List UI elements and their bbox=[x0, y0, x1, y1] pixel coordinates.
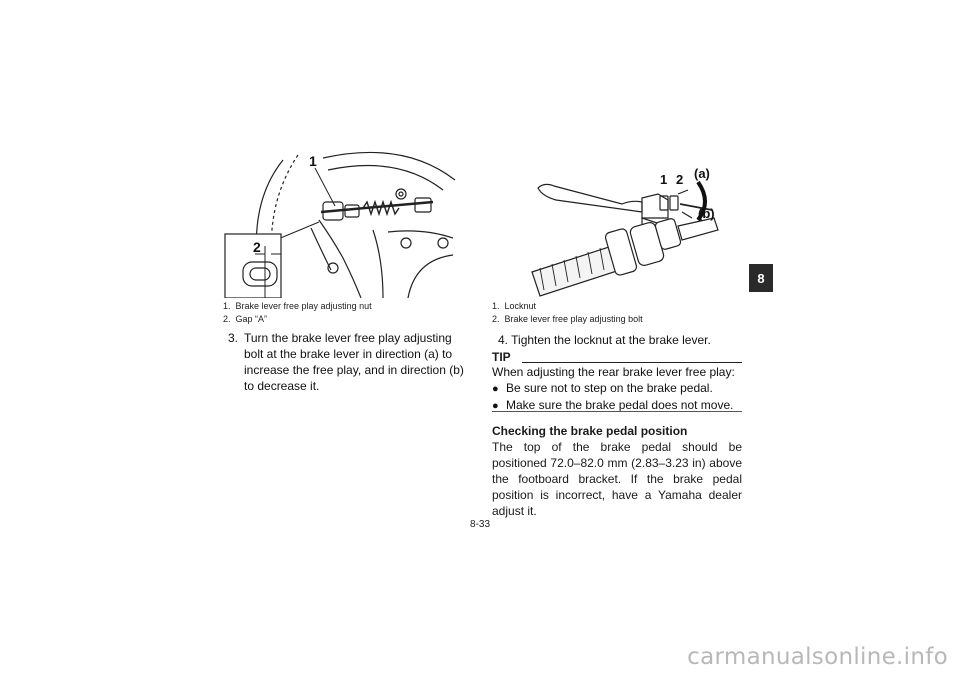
direction-a-label: (a) bbox=[694, 166, 710, 181]
lever-body bbox=[538, 184, 642, 212]
tip-bullet: ● Be sure not to step on the brake pedal. bbox=[492, 381, 713, 395]
callout-2-label: 2 bbox=[253, 239, 261, 255]
tip-end-rule bbox=[492, 411, 742, 412]
callout-2-label: 2 bbox=[676, 172, 684, 187]
brake-lever-illustration bbox=[492, 160, 739, 298]
section-title: Checking the brake pedal position bbox=[492, 424, 688, 438]
tip-label: TIP bbox=[492, 350, 511, 364]
step-4 bbox=[498, 332, 744, 348]
step-text: Tighten the locknut at the brake lever. bbox=[511, 333, 711, 347]
brake-adjusting-nut-illustration bbox=[223, 150, 469, 298]
page-number: 8-33 bbox=[469, 519, 490, 530]
section-paragraph: The top of the brake pedal should be positioned 72.0–82.0 mm (2.83–3.23 in) above the footboard bracket. If the brake pedal position is incorrect, have a Yamaha dealer adjust it. bbox=[492, 440, 742, 518]
tip-header bbox=[492, 350, 742, 364]
tip-body bbox=[492, 364, 744, 414]
caption-item: 2. Gap “A” bbox=[223, 314, 268, 324]
direction-b-label: (b) bbox=[698, 206, 715, 221]
tip-rule bbox=[522, 362, 742, 363]
bullet-dot-icon: ● bbox=[492, 400, 499, 412]
step-number: 3. bbox=[228, 331, 239, 345]
caption-item: 1. Brake lever free play adjusting nut bbox=[223, 301, 372, 311]
callout-1-label: 1 bbox=[309, 153, 317, 169]
tip-bullet: ● Make sure the brake pedal does not move. bbox=[492, 398, 734, 412]
chapter-tab: 8 bbox=[749, 264, 773, 292]
step-number: 4. bbox=[498, 333, 509, 347]
step-3 bbox=[228, 330, 474, 394]
step-text: Turn the brake lever free play adjusting bolt at the brake lever in direction (a) to increase the free play, and in direction (b) to decrease it. bbox=[244, 331, 464, 393]
callout-1-leader bbox=[315, 168, 335, 206]
caption-item: 2. Brake lever free play adjusting bolt bbox=[492, 314, 643, 324]
right-figure-caption bbox=[492, 300, 742, 326]
tip-intro: When adjusting the rear brake lever free play: bbox=[492, 365, 735, 379]
callout-1-label: 1 bbox=[660, 172, 668, 187]
left-figure-caption bbox=[223, 300, 473, 326]
caption-item: 1. Locknut bbox=[492, 301, 537, 311]
watermark: carmanualsonline.info bbox=[687, 644, 948, 670]
bullet-dot-icon: ● bbox=[492, 383, 499, 395]
